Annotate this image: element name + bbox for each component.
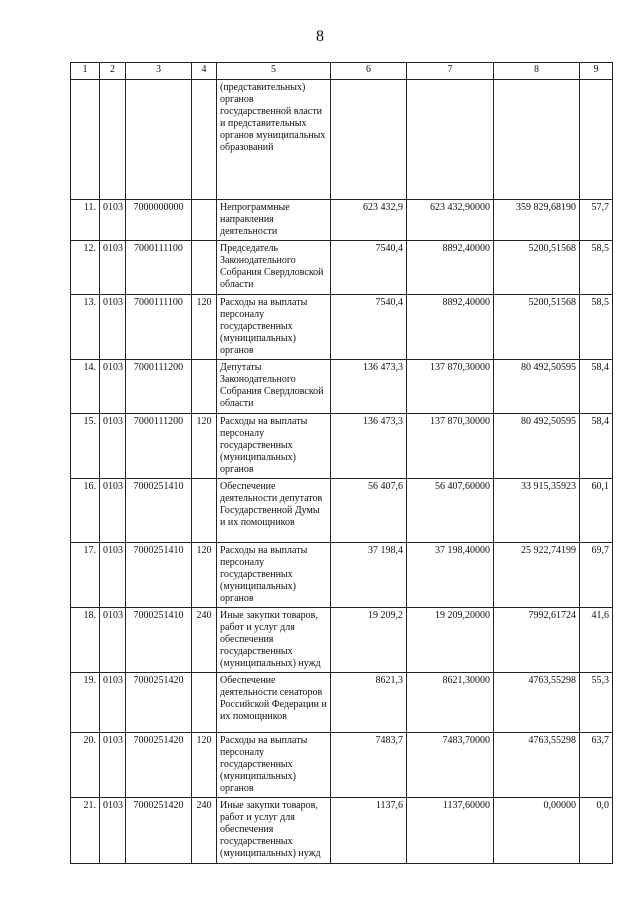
percent-col9: 58,4 [580,360,613,414]
percent-col9 [580,80,613,200]
percent-col9: 60,1 [580,479,613,543]
value-col8: 33 915,35923 [494,479,580,543]
item-name: Депутаты Законодательного Собрания Свердловской области [217,360,331,414]
header-row [71,63,613,80]
item-name: Обеспечение деятельности депутатов Государственной Думы и их помощников [217,479,331,543]
value-col6: 19 209,2 [331,608,407,673]
table-row [71,80,613,200]
value-col6 [331,80,407,200]
percent-col9: 58,5 [580,295,613,360]
value-col6: 7540,4 [331,295,407,360]
value-col7 [407,80,494,200]
expense-type-code [192,200,217,241]
percent-col9: 41,6 [580,608,613,673]
page-number: 8 [316,28,324,45]
expense-type-code: 120 [192,295,217,360]
budget-table [70,62,613,864]
row-number: 14. [71,360,100,414]
percent-col9: 57,7 [580,200,613,241]
value-col7: 623 432,90000 [407,200,494,241]
value-col8: 0,00000 [494,798,580,864]
expense-type-code: 240 [192,608,217,673]
row-number: 16. [71,479,100,543]
item-name: Расходы на выплаты персоналу государственных (муниципальных) органов [217,295,331,360]
table-row [71,608,613,673]
target-article-code: 7000251420 [126,733,192,798]
item-name: Обеспечение деятельности сенаторов Российской Федерации и их помощников [217,673,331,733]
table-row [71,733,613,798]
value-col6: 136 473,3 [331,360,407,414]
item-name: Иные закупки товаров, работ и услуг для обеспечения государственных (муниципальных) нужд [217,798,331,864]
value-col6: 623 432,9 [331,200,407,241]
percent-col9: 63,7 [580,733,613,798]
percent-col9: 58,5 [580,241,613,295]
header-cell: 2 [100,63,126,80]
value-col6: 8621,3 [331,673,407,733]
header-cell: 1 [71,63,100,80]
value-col7: 137 870,30000 [407,360,494,414]
row-number: 20. [71,733,100,798]
expense-type-code: 120 [192,733,217,798]
value-col7: 7483,70000 [407,733,494,798]
value-col8: 80 492,50595 [494,414,580,479]
expense-type-code [192,479,217,543]
table-row [71,241,613,295]
item-name: Непрограммные направления деятельности [217,200,331,241]
value-col7: 8892,40000 [407,241,494,295]
target-article-code: 7000111100 [126,241,192,295]
section-code: 0103 [100,414,126,479]
value-col6: 136 473,3 [331,414,407,479]
value-col6: 7540,4 [331,241,407,295]
percent-col9: 0,0 [580,798,613,864]
table-row [71,543,613,608]
value-col7: 137 870,30000 [407,414,494,479]
item-name: (представительных) органов государственной власти и представительных органов муниципальных образований [217,80,331,200]
value-col6: 37 198,4 [331,543,407,608]
row-number: 13. [71,295,100,360]
value-col8: 4763,55298 [494,733,580,798]
row-number: 19. [71,673,100,733]
value-col8: 4763,55298 [494,673,580,733]
row-number: 17. [71,543,100,608]
item-name: Расходы на выплаты персоналу государственных (муниципальных) органов [217,733,331,798]
section-code: 0103 [100,673,126,733]
value-col8 [494,80,580,200]
expense-type-code [192,360,217,414]
header-cell: 5 [217,63,331,80]
section-code: 0103 [100,798,126,864]
target-article-code: 7000251410 [126,543,192,608]
table-row [71,798,613,864]
percent-col9: 58,4 [580,414,613,479]
row-number [71,80,100,200]
item-name: Расходы на выплаты персоналу государственных (муниципальных) органов [217,543,331,608]
section-code: 0103 [100,733,126,798]
row-number: 21. [71,798,100,864]
header-cell: 8 [494,63,580,80]
value-col7: 1137,60000 [407,798,494,864]
section-code: 0103 [100,241,126,295]
value-col7: 37 198,40000 [407,543,494,608]
value-col7: 8892,40000 [407,295,494,360]
value-col8: 7992,61724 [494,608,580,673]
section-code: 0103 [100,608,126,673]
header-cell: 6 [331,63,407,80]
table-row [71,479,613,543]
target-article-code: 7000251420 [126,798,192,864]
header-cell: 4 [192,63,217,80]
percent-col9: 55,3 [580,673,613,733]
target-article-code: 7000251410 [126,479,192,543]
header-cell: 7 [407,63,494,80]
value-col7: 56 407,60000 [407,479,494,543]
row-number: 15. [71,414,100,479]
row-number: 12. [71,241,100,295]
expense-type-code: 120 [192,543,217,608]
target-article-code: 7000111200 [126,414,192,479]
expense-type-code: 240 [192,798,217,864]
section-code: 0103 [100,479,126,543]
expense-type-code [192,241,217,295]
section-code: 0103 [100,295,126,360]
header-cell: 9 [580,63,613,80]
table-row [71,295,613,360]
value-col7: 8621,30000 [407,673,494,733]
target-article-code [126,80,192,200]
section-code [100,80,126,200]
row-number: 18. [71,608,100,673]
value-col7: 19 209,20000 [407,608,494,673]
section-code: 0103 [100,200,126,241]
item-name: Расходы на выплаты персоналу государственных (муниципальных) органов [217,414,331,479]
header-cell: 3 [126,63,192,80]
target-article-code: 7000251420 [126,673,192,733]
target-article-code: 7000111100 [126,295,192,360]
table-row [71,200,613,241]
value-col6: 7483,7 [331,733,407,798]
row-number: 11. [71,200,100,241]
table-row [71,414,613,479]
value-col8: 25 922,74199 [494,543,580,608]
item-name: Председатель Законодательного Собрания Свердловской области [217,241,331,295]
target-article-code: 7000000000 [126,200,192,241]
value-col8: 359 829,68190 [494,200,580,241]
target-article-code: 7000111200 [126,360,192,414]
value-col8: 80 492,50595 [494,360,580,414]
target-article-code: 7000251410 [126,608,192,673]
expense-type-code: 120 [192,414,217,479]
value-col8: 5200,51568 [494,295,580,360]
value-col6: 56 407,6 [331,479,407,543]
expense-type-code [192,673,217,733]
value-col8: 5200,51568 [494,241,580,295]
item-name: Иные закупки товаров, работ и услуг для обеспечения государственных (муниципальных) нужд [217,608,331,673]
table-row [71,360,613,414]
section-code: 0103 [100,360,126,414]
section-code: 0103 [100,543,126,608]
value-col6: 1137,6 [331,798,407,864]
expense-type-code [192,80,217,200]
table-row [71,673,613,733]
percent-col9: 69,7 [580,543,613,608]
